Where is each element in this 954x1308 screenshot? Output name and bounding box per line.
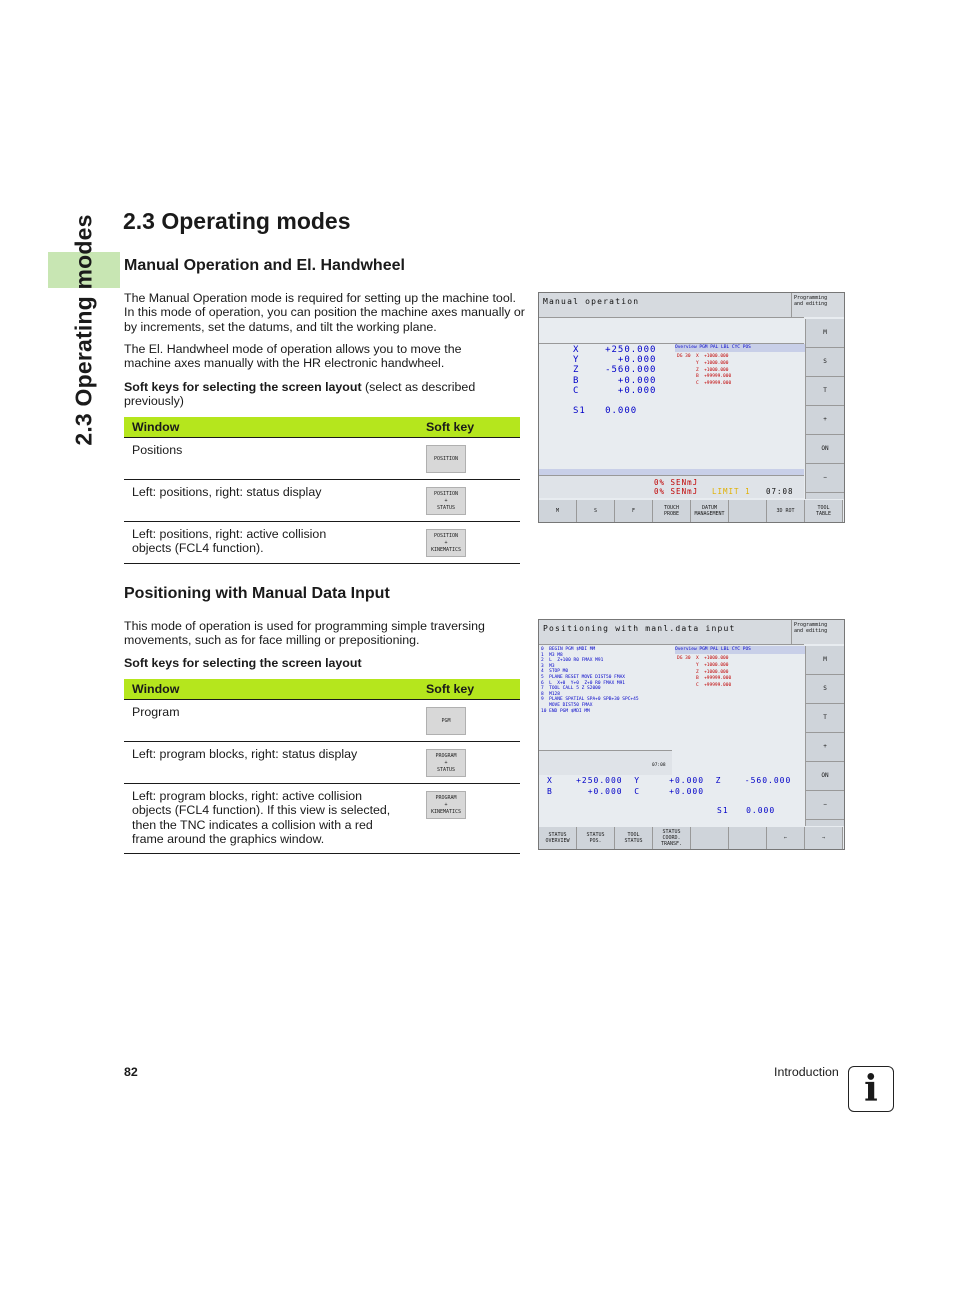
softkey-page-right-icon[interactable]: ⇒ (805, 827, 843, 849)
screenshot-manual-operation (538, 292, 845, 523)
softkey-minus-icon[interactable]: − (806, 464, 844, 493)
softkey-f[interactable]: F (615, 500, 653, 522)
row-window: Left: program blocks, right: status display (124, 742, 418, 784)
limit-label: LIMIT 1 (712, 487, 751, 496)
section-title: 2.3 Operating modes (123, 208, 351, 234)
mdi-softkeys-caption: Soft keys for selecting the screen layout (124, 656, 362, 670)
mode-box: Programming and editing (791, 620, 844, 644)
softkey-tool-status[interactable]: TOOL STATUS (615, 827, 653, 849)
axis-positions: X +250.000 Y +0.000 Z -560.000 B +0.000 C +0.000 S1 0.000 (573, 345, 657, 417)
softkey-on-off-icon[interactable]: ON (806, 435, 844, 464)
softkey-m-icon[interactable]: M (806, 646, 844, 675)
mdi-heading: Positioning with Manual Data Input (124, 585, 390, 602)
softkey-m[interactable]: M (539, 500, 577, 522)
softkey-position-kinematics[interactable]: POSITION + KINEMATICS (426, 529, 466, 557)
col-window: Window (124, 679, 418, 700)
softkey-t-icon[interactable]: T (806, 377, 844, 406)
screenshot-mdi (538, 619, 845, 850)
manual-para2: The El. Handwheel mode of operation allows you to move the machine axes manually with the HR electronic handwheel. (124, 342, 462, 371)
table-row (124, 700, 520, 742)
softkey-tool-table[interactable]: TOOL TABLE (805, 500, 843, 522)
softkey-plus-icon[interactable]: + (806, 406, 844, 435)
softkey-position-status[interactable]: POSITION + STATUS (426, 487, 466, 515)
row-window: Program (124, 700, 418, 742)
feed-panel (539, 475, 804, 498)
clock: 07:08 (652, 763, 666, 768)
row-window: Left: program blocks, right: active collision objects (FCL4 function). If this view is selected, then the TNC indicates a collision with a red frame around the graphics window. (124, 784, 418, 854)
softkey-status-coord-transf[interactable]: STATUS COORD. TRANSF. (653, 827, 691, 849)
softkey-program-status[interactable]: PROGRAM + STATUS (426, 749, 466, 777)
spindle-override: 0% SENmJ (654, 487, 699, 496)
status-tabs: Overview PGM PAL LBL CYC POS (675, 646, 805, 654)
softkey-empty[interactable] (729, 500, 767, 522)
chapter-name: Introduction (774, 1065, 839, 1079)
softkey-datum-management[interactable]: DATUM MANAGEMENT (691, 500, 729, 522)
softkey-minus-icon[interactable]: − (806, 791, 844, 820)
manual-para1: The Manual Operation mode is required for setting up the machine tool. In this mode of operation, you can position the machine axes manually or by increments, set the datums, and tilt the working plane. (124, 291, 525, 334)
screen-title: Positioning with manl.data input (543, 624, 736, 633)
softkey-s-icon[interactable]: S (806, 348, 844, 377)
status-values: DG 30 X +1000.000 Y +1000.000 Z +1000.000 B +99999.000 C +99999.000 (677, 656, 732, 689)
softkey-m-icon[interactable]: M (806, 319, 844, 348)
row-window: Left: positions, right: status display (124, 480, 418, 522)
table-row (124, 784, 520, 854)
softkey-t-icon[interactable]: T (806, 704, 844, 733)
axis-positions: X +250.000 Y +0.000 Z -560.000 B +0.000 C +0.000 (547, 776, 792, 796)
clock: 07:08 (766, 487, 794, 496)
col-softkey: Soft key (418, 679, 520, 700)
status-values: DG 30 X +1000.000 Y +1000.000 Z +1000.000 B +99999.000 C +99999.000 (677, 354, 732, 387)
horizontal-softkeys (539, 827, 843, 849)
mode-box: Programming and editing (791, 293, 844, 317)
horizontal-softkeys (539, 500, 843, 522)
col-window: Window (124, 417, 418, 438)
table-row (124, 522, 520, 564)
softkey-3d-rot[interactable]: 3D ROT (767, 500, 805, 522)
table-row (124, 742, 520, 784)
screen-title-bar (539, 620, 804, 645)
vertical-softkeys (805, 319, 844, 499)
vertical-softkeys (805, 646, 844, 826)
page-number: 82 (124, 1065, 138, 1079)
col-softkey: Soft key (418, 417, 520, 438)
table-row (124, 438, 520, 480)
softkey-status-pos[interactable]: STATUS POS. (577, 827, 615, 849)
side-tab (64, 210, 104, 450)
softkey-s-icon[interactable]: S (806, 675, 844, 704)
softkey-s[interactable]: S (577, 500, 615, 522)
row-window: Left: positions, right: active collision objects (FCL4 function). (124, 522, 418, 564)
manual-softkeys-rest: (select as described previously) (124, 380, 476, 409)
feed-override: 0% SENmJ (654, 478, 699, 487)
softkey-program-kinematics[interactable]: PROGRAM + KINEMATICS (426, 791, 466, 819)
table-row (124, 480, 520, 522)
side-tab-label: 2.3 Operating modes (70, 214, 97, 446)
softkey-empty[interactable] (729, 827, 767, 849)
softkey-empty[interactable] (691, 827, 729, 849)
manual-softkey-table (124, 417, 520, 564)
row-window: Positions (124, 438, 418, 480)
manual-softkeys-caption (124, 380, 524, 409)
manual-heading: Manual Operation and El. Handwheel (124, 257, 405, 274)
softkey-touch-probe[interactable]: TOUCH PROBE (653, 500, 691, 522)
status-tabs: Overview PGM PAL LBL CYC POS (675, 344, 805, 352)
softkey-position[interactable]: POSITION (426, 445, 466, 473)
program-blocks: 0 BEGIN PGM $MDI MM 1 M3 M8 2 L Z+100 R0 FMAX M91 3 M3 4 STOP M0 5 PLANE RESET MOVE DIST50 FMAX 6 L X+0 Y+0 Z+0 R0 FMAX M91 7 TOOL CALL 5 Z S2000 8 M128 9 PLANE SPATIAL SPA+0 SPB+30 SPC+45 MOVE DIST50 FMAX 10 END PGM $MDI MM (541, 647, 639, 714)
spindle-speed: S1 0.000 (717, 806, 776, 815)
softkey-on-off-icon[interactable]: ON (806, 762, 844, 791)
manual-softkeys-bold: Soft keys for selecting the screen layout (124, 380, 362, 394)
info-icon: i (848, 1066, 894, 1112)
softkey-plus-icon[interactable]: + (806, 733, 844, 762)
mdi-para1: This mode of operation is used for programming simple traversing movements, such as for face milling or prepositioning. (124, 619, 485, 648)
feed-panel (539, 750, 672, 775)
mdi-softkey-table (124, 679, 520, 854)
softkey-status-overview[interactable]: STATUS OVERVIEW (539, 827, 577, 849)
screen-title: Manual operation (543, 297, 640, 306)
softkey-pgm[interactable]: PGM (426, 707, 466, 735)
softkey-page-left-icon[interactable]: ⇐ (767, 827, 805, 849)
screen-title-bar (539, 293, 804, 318)
